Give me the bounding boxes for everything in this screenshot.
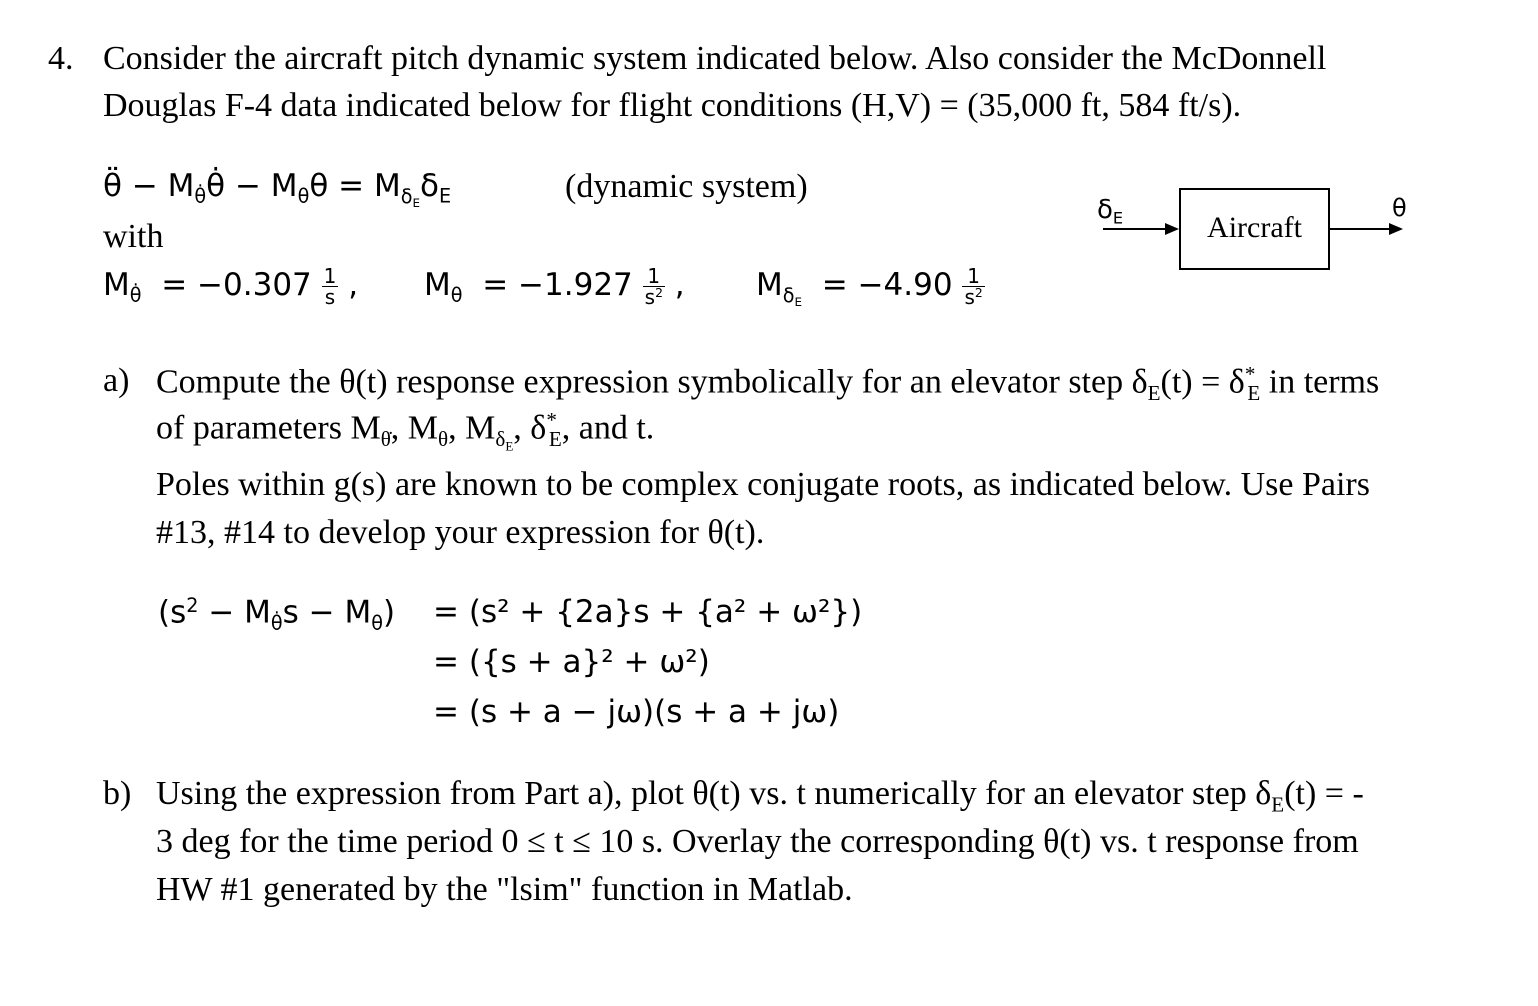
part-a-line-1: Compute the θ(t) response expression symbolically for an elevator step $\delta_E(t) = \delta^*_E$ in terms [156,362,1380,405]
part-b-line-2: 3 deg for the time period 0 ≤ t ≤ 10 s. Overlay the corresponding θ(t) vs. t response from [156,823,1359,860]
pole-eq-2: = ({s + a}² + ω²) [433,644,710,680]
param-m-theta: $M_\theta = -1.927$ $\frac{1}{s^2}$ , [424,264,685,309]
unit-fraction-1-over-s2: $\frac{1}{s^2}$ [644,264,663,309]
part-b-line-1: Using the expression from Part a), plot θ(t) vs. t numerically for an elevator step $\delta_E(t)$ = - [156,775,1364,817]
param-m-theta-value: = −1.927 [482,267,633,303]
part-b-line-3: HW #1 generated by the "lsim" function in Matlab. [156,871,853,908]
part-b-label: b) [103,775,132,812]
pole-eq-3: = (s + a − jω)(s + a + jω) [433,694,840,730]
output-arrow-head [1389,223,1403,235]
input-arrow-line [1103,228,1167,230]
with-label: with [103,218,164,255]
part-a-label: a) [103,362,130,399]
input-arrow-head [1165,223,1179,235]
unit-fraction-1-over-s: $\frac{1}{s}$ [323,264,337,309]
part-a-para2-line-2: #13, #14 to develop your expression for θ(t). [156,514,765,551]
param-m-delta: $M_{\delta_E} = -4.90$ $\frac{1}{s^2}$ [756,264,983,309]
param-m-delta-value: = −4.90 [821,267,953,303]
intro-line-1: Consider the aircraft pitch dynamic system indicated below. Also consider the McDonnell [103,40,1327,77]
problem-number: 4. [48,40,74,77]
pole-eq-lhs: $(s^2 - M_{\thetȧ}s - M_\theta)$ [158,594,396,635]
param-m-thetadot: $M_{\thetȧ} = -0.307$ $\frac{1}{s}$ , [103,264,359,309]
block-input-label: $\delta_E$ [1097,195,1124,228]
output-arrow-line [1330,228,1390,230]
aircraft-block-label: Aircraft [1207,211,1302,244]
pole-eq-1: = (s² + {2a}s + {a² + ω²}) [433,594,863,630]
part-a-para2-line-1: Poles within g(s) are known to be complex conjugate roots, as indicated below. Use Pairs [156,466,1370,503]
equation-label: (dynamic system) [565,168,808,205]
block-output-label: θ [1392,194,1407,222]
part-a-line-2: of parameters $M_{\thetȧ}$, $M_\theta$, $M_{\delta_E}$, $\delta^*_E$, and t. [156,408,655,454]
unit-fraction-1-over-s2-b: $\frac{1}{s^2}$ [964,264,983,309]
param-m-thetadot-value: = −0.307 [161,267,312,303]
intro-line-2: Douglas F-4 data indicated below for flight conditions (H,V) = (35,000 ft, 584 ft/s). [103,87,1242,124]
dynamic-equation: θ̈ − $M_{\thetȧ}\thetȧ - M_\theta\theta = M_{\delta_E}\delta_E$ [103,168,452,210]
